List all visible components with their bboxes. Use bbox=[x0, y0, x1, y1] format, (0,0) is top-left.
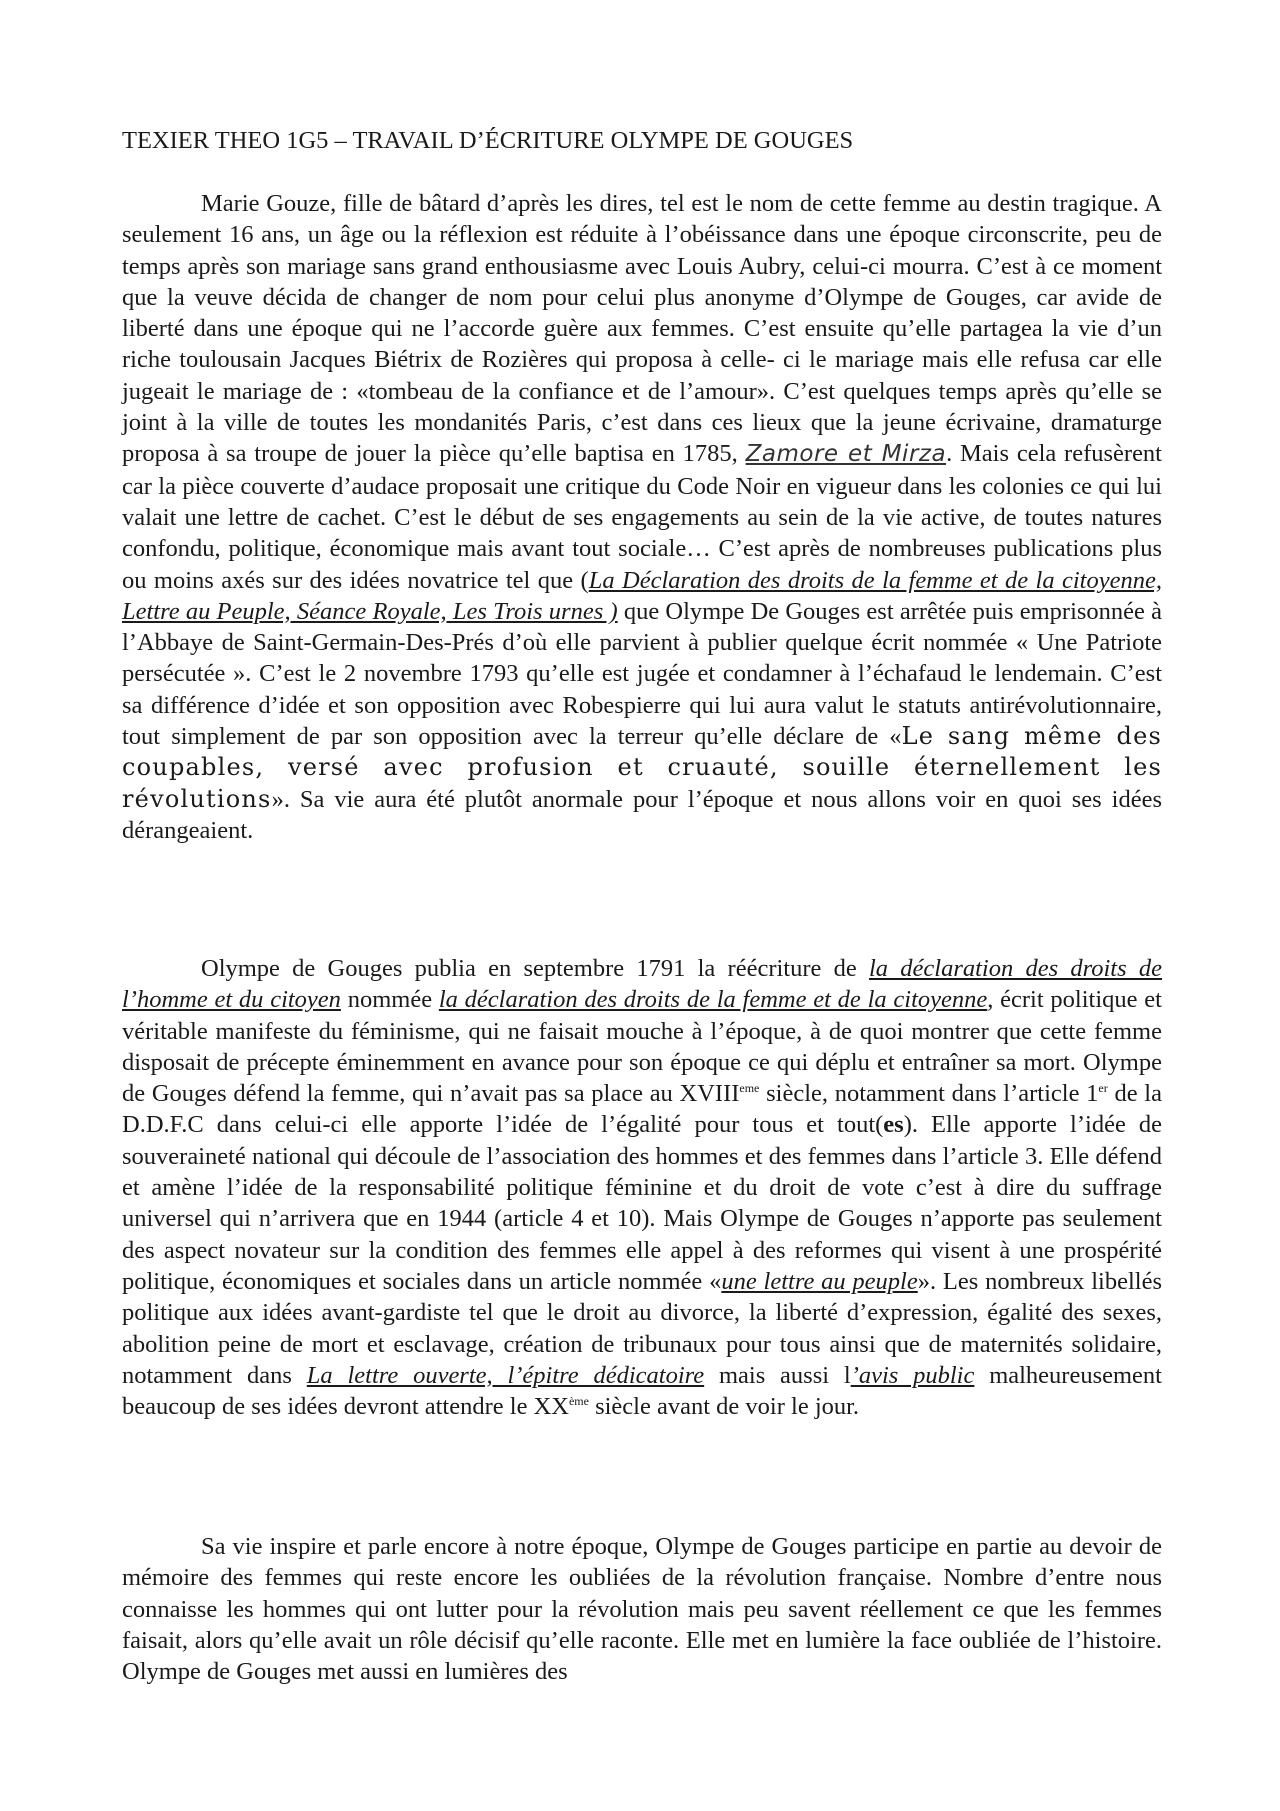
superscript-xx-eme: ème bbox=[568, 1394, 589, 1409]
robespierre-quote: Le sang même des coupables, versé avec profusion et cruauté, souille éternellement les révolutions bbox=[122, 722, 1162, 813]
superscript-eme: eme bbox=[739, 1081, 760, 1096]
paragraph-2 bbox=[122, 953, 1162, 1422]
works-list: La Déclaration des droits de la femme et de la citoyenne, Lettre au Peuple, Séance Royale, Les Trois urnes ) bbox=[122, 566, 1162, 625]
paragraph-1-text-b: . Mais cela refusèrent car la pièce couverte d’audace proposait une critique du Code Noir en vigueur dans les colonies ce qui lui valait une lettre de cachet. C’est le début de ses engagements au sein de la vie active, de toutes natures confondu, politique, économique mais avant tout sociale… C’est après de nombreuses publications plus ou moins axés sur des idées novatrice tel que ( bbox=[122, 440, 1162, 594]
paragraph-2-text-e: de la D.D.F.C dans celui-ci elle apporte l’idée de l’égalité pour tous et tout( bbox=[122, 1080, 1162, 1139]
paragraph-2-text-a: Olympe de Gouges publia en septembre 1791 la réécriture de bbox=[201, 955, 869, 982]
paragraph-2-text-d: siècle, notamment dans l’article 1 bbox=[759, 1080, 1099, 1108]
paragraph-2-text-i: malheureusement beaucoup de ses idées devront attendre le XX bbox=[122, 1361, 1162, 1421]
paragraph-2-text-b: nommée bbox=[340, 986, 439, 1014]
paragraph-1-text-c: que Olympe De Gouges est arrêtée puis emprisonnée à l’Abbaye de Saint-Germain-Des-Prés d’où elle parvient à publier quelque écrit nommée « Une Patriote persécutée ». C’est le 2 novembre 1793 qu’elle est jugée et condamner à l’échafaud le lendemain. C’est sa différence d’idée et son opposition avec Robespierre qui lui aura valut le statuts antirévolutionnaire, tout simplement de par son opposition avec la terreur qu’elle déclare de « bbox=[122, 597, 1163, 751]
ref-lettre-au-peuple: une lettre au peuple bbox=[721, 1267, 918, 1295]
ref-ddhc: la déclaration des droits de l’homme et du citoyen bbox=[122, 955, 1162, 1014]
paragraph-2-text-h: mais aussi l bbox=[704, 1361, 851, 1389]
paragraph-3 bbox=[122, 1531, 1162, 1687]
ref-ddfc: la déclaration des droits de la femme et de la citoyenne bbox=[438, 986, 988, 1014]
paragraph-3-text-a: Sa vie inspire et parle encore à notre époque, Olympe de Gouges participe en partie au devoir de mémoire des femmes qui reste encore les oubliées de la révolution française. Nombre d’entre nous connaisse les hommes qui ont lutter pour la révolution mais peu savent réellement ce que les femmes faisait, alors qu’elle avait un rôle décisif qu’elle raconte. Elle met en lumière la face oubliée de l’histoire. Olympe de Gouges met aussi en lumières des bbox=[122, 1533, 1162, 1686]
paragraph-2-text-g: ». Les nombreux libellés politique aux idées avant-gardiste tel que le droit au divorce, la liberté d’expression, égalité des sexes, abolition peine de mort et esclavage, création de tribunaux pour tous ainsi que de maternités solidaire, notamment dans bbox=[122, 1267, 1162, 1389]
play-title-zamore-et-mirza: Zamore et Mirza bbox=[745, 441, 947, 468]
paragraph-1 bbox=[122, 188, 1162, 846]
ref-lettre-ouverte: La lettre ouverte, l’épitre dédicatoire bbox=[306, 1361, 705, 1389]
bold-es: es bbox=[883, 1111, 904, 1139]
ref-avis-public: ’avis public bbox=[850, 1361, 975, 1389]
paragraph-2-text-f: ). Elle apporte l’idée de souveraineté national qui découle de l’association des hommes et des femmes dans l’article 3. Elle défend et amène l’idée de la responsabilité politique féminine et du droit de vote c’est à dire du suffrage universel qui n’arrivera que en 1944 (article 4 et 10). Mais Olympe de Gouges n’apporte pas seulement des aspect novateur sur la condition des femmes elle appel à des reformes qui visent à une prospérité politique, économiques et sociales dans un article nommée « bbox=[122, 1111, 1162, 1295]
superscript-er: er bbox=[1098, 1081, 1108, 1096]
paragraph-1-text-d: ». Sa vie aura été plutôt anormale pour l’époque et nous allons voir en quoi ses idées dérangeaient. bbox=[122, 785, 1162, 844]
paragraph-2-text-j: siècle avant de voir le jour. bbox=[588, 1393, 860, 1421]
document-title: TEXIER THEO 1G5 – TRAVAIL D’ÉCRITURE OLYMPE DE GOUGES bbox=[122, 127, 854, 154]
paragraph-2-text-c: , écrit politique et véritable manifeste du féminisme, qui ne faisait mouche à l’époque, à de quoi montrer que cette femme disposait de précepte éminemment en avance pour son époque ce qui déplu et entraîner sa mort. Olympe de Gouges défend la femme, qui n’avait pas sa place au XVIII bbox=[122, 986, 1162, 1108]
paragraph-1-text-a: Marie Gouze, fille de bâtard d’après les dires, tel est le nom de cette femme au destin tragique. A seulement 16 ans, un âge ou la réflexion est réduite à l’obéissance dans une époque circonscrite, peu de temps après son mariage sans grand enthousiasme avec Louis Aubry, celui-ci mourra. C’est à ce moment que la veuve décida de changer de nom pour celui plus anonyme d’Olympe de Gouges, car avide de liberté dans une époque qui ne l’accorde guère aux femmes. C’est ensuite qu’elle partagea la vie d’un riche toulousain Jacques Biétrix de Rozières qui proposa à celle- ci le mariage mais elle refusa car elle jugeait le mariage de : «tombeau de la confiance et de l’amour». C’est quelques temps après qu’elle se joint à la ville de toutes les mondanités Paris, c’est dans ces lieux que la jeune écrivaine, dramaturge proposa à sa troupe de jouer la pièce qu’elle baptisa en 1785, bbox=[122, 190, 1162, 468]
